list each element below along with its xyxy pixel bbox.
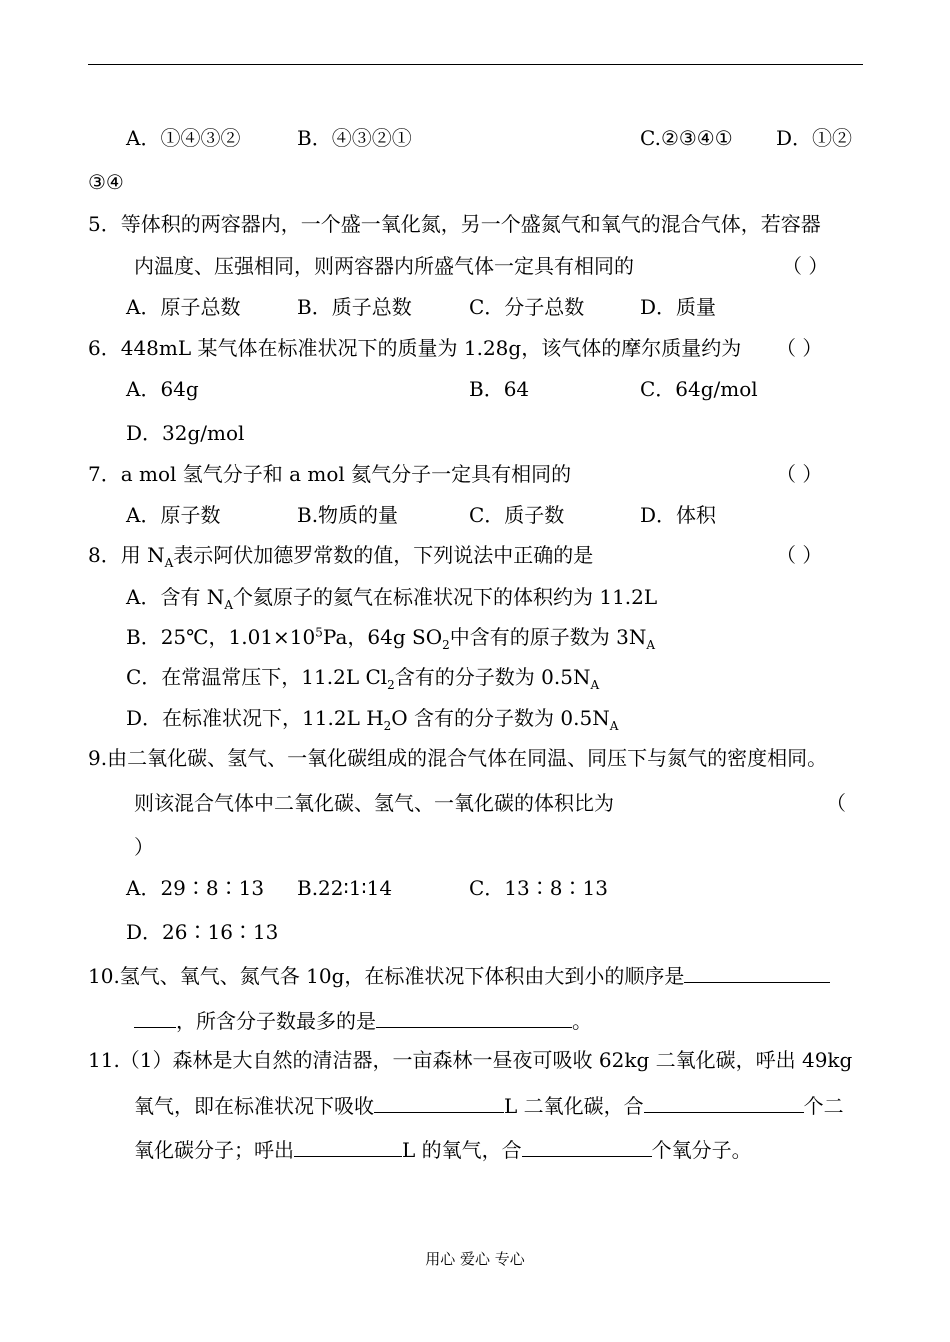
q5-option-c: C．分子总数 <box>469 295 585 319</box>
q10-stem-text: 10.氢气、氧气、氮气各 10g，在标准状况下体积由大到小的顺序是 <box>88 964 685 988</box>
q11-blank-o2-volume[interactable] <box>294 1138 402 1157</box>
q7-stem: 7．a mol 氢气分子和 a mol 氦气分子一定具有相同的 <box>88 462 572 486</box>
q8-d-mid: O 含有的分子数为 0.5N <box>391 706 610 730</box>
q8-option-c <box>126 665 600 692</box>
q7-option-b: B.物质的量 <box>297 503 399 527</box>
q5-option-d: D．质量 <box>640 295 717 319</box>
q9-stem-line2: 则该混合气体中二氧化碳、氢气、一氧化碳的体积比为 <box>134 791 614 815</box>
q8-d-pre: D．在标准状况下，11.2L H <box>126 706 384 730</box>
q4-option-a: A．①④③② <box>126 126 241 150</box>
q8-b-mid: Pa，64g SO <box>322 625 443 649</box>
q8-stem-post: 表示阿伏加德罗常数的值，下列说法中正确的是 <box>173 543 594 567</box>
q6-option-d: D．32g/mol <box>126 421 245 445</box>
q8-stem-sub: A <box>164 556 174 570</box>
q11-line3 <box>134 1138 752 1160</box>
q4-option-d: D．①② <box>776 126 853 150</box>
q11-l2-c: 个二 <box>803 1094 844 1118</box>
q7-answer-bracket: （ ） <box>776 462 823 486</box>
q8-c-mid: 含有的分子数为 0.5N <box>394 665 591 689</box>
q8-stem-pre: 8．用 N <box>88 543 165 567</box>
q5-option-a: A．原子总数 <box>126 295 241 319</box>
q11-l3-b: L 的氧气，合 <box>402 1138 522 1162</box>
q8-d-sub: 2 <box>383 719 392 733</box>
q8-b-sub2: A <box>646 638 656 652</box>
q11-stem: 11.（1）森林是大自然的清洁器，一亩森林一昼夜可吸收 62kg 二氧化碳，呼出 49kg <box>88 1048 853 1072</box>
q8-option-d <box>126 706 619 733</box>
q8-a-pre: A．含有 N <box>126 585 225 609</box>
q6-answer-bracket: （ ） <box>776 336 823 360</box>
q4-option-b: B．④③②① <box>297 126 412 150</box>
q10-blank-1-continued[interactable] <box>134 1009 176 1028</box>
q8-c-sub2: A <box>590 678 600 692</box>
q10-stem <box>88 964 830 986</box>
q11-l2-b: L 二氧化碳，合 <box>504 1094 644 1118</box>
q9-bracket-close: ） <box>134 835 154 859</box>
q4-option-d-continued: ③④ <box>88 170 124 194</box>
q8-b-sup: 5 <box>315 625 323 640</box>
q11-l2-a: 氧气，即在标准状况下吸收 <box>134 1094 374 1118</box>
q8-a-sub: A <box>224 598 233 612</box>
q4-option-c: C.②③④① <box>640 126 733 150</box>
q7-option-c: C．质子数 <box>469 503 565 527</box>
q10-line2-end: 。 <box>572 1009 592 1033</box>
q9-bracket-open: （ <box>826 791 846 815</box>
q9-option-a: A．29∶8∶13 <box>126 876 265 900</box>
q8-c-sub: 2 <box>387 678 395 692</box>
q9-option-c: C．13∶8∶13 <box>469 876 608 900</box>
header-rule <box>88 64 863 65</box>
q11-l3-a: 氧化碳分子；呼出 <box>134 1138 294 1162</box>
page-footer: 用心 爱心 专心 <box>425 1250 525 1268</box>
q5-stem: 5．等体积的两容器内，一个盛一氧化氮，另一个盛氮气和氧气的混合气体，若容器 <box>88 212 821 236</box>
q11-blank-co2-molecules[interactable] <box>644 1094 804 1113</box>
q8-c-pre: C．在常温常压下，11.2L Cl <box>126 665 388 689</box>
q10-blank-2[interactable] <box>376 1009 572 1028</box>
q7-option-a: A．原子数 <box>126 503 221 527</box>
q10-blank-1[interactable] <box>684 964 830 983</box>
q6-option-c: C．64g/mol <box>640 377 758 401</box>
q8-stem <box>88 543 594 570</box>
q8-answer-bracket: （ ） <box>776 543 823 567</box>
q7-option-d: D．体积 <box>640 503 717 527</box>
q11-blank-co2-volume[interactable] <box>374 1094 504 1113</box>
q5-stem-line2: 内温度、压强相同，则两容器内所盛气体一定具有相同的 <box>134 254 634 278</box>
q8-option-b <box>126 625 656 652</box>
q8-b-mid2: 中含有的原子数为 3N <box>449 625 647 649</box>
q8-a-post: 个氦原子的氦气在标准状况下的体积约为 11.2L <box>232 585 658 609</box>
q6-option-a: A．64g <box>126 377 199 401</box>
q10-line2 <box>134 1009 592 1031</box>
q8-b-pre: B．25℃，1.01×10 <box>126 625 316 649</box>
q8-option-a <box>126 585 658 612</box>
q6-option-b: B．64 <box>469 377 530 401</box>
q6-stem: 6．448mL 某气体在标准状况下的质量为 1.28g，该气体的摩尔质量约为 <box>88 336 742 360</box>
q10-line2-text: ，所含分子数最多的是 <box>176 1009 376 1033</box>
q11-blank-o2-molecules[interactable] <box>522 1138 652 1157</box>
q8-b-sub: 2 <box>442 638 450 652</box>
q9-option-b: B.22∶1∶14 <box>297 876 393 900</box>
q5-answer-bracket: （ ） <box>782 254 829 278</box>
q9-stem: 9.由二氧化碳、氢气、一氧化碳组成的混合气体在同温、同压下与氮气的密度相同。 <box>88 746 828 770</box>
q8-d-sub2: A <box>609 719 619 733</box>
q5-option-b: B．质子总数 <box>297 295 412 319</box>
q9-option-d: D．26∶16∶13 <box>126 920 279 944</box>
q11-line2 <box>134 1094 844 1116</box>
q11-l3-c: 个氧分子。 <box>651 1138 752 1162</box>
